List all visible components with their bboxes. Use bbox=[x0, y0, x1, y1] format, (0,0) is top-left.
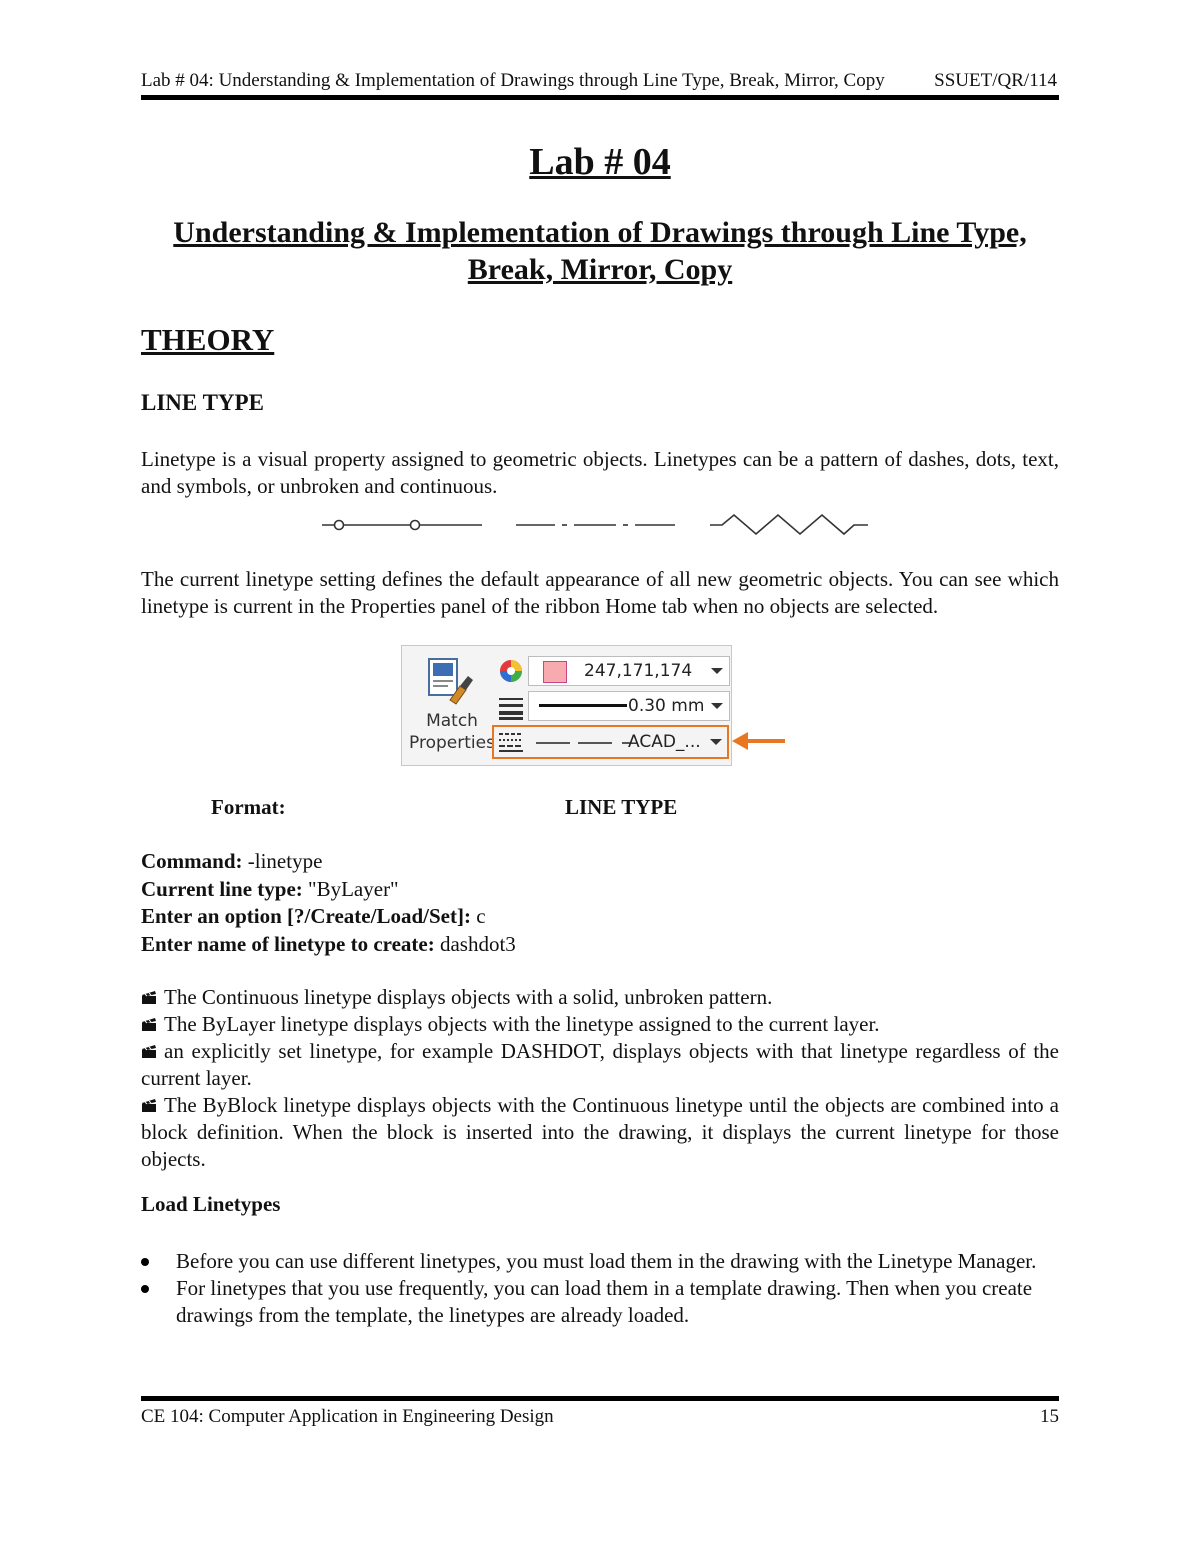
linetype-value: ACAD_... bbox=[628, 732, 701, 752]
color-value: 247,171,174 bbox=[584, 661, 693, 681]
lineweight-value: 0.30 mm bbox=[628, 696, 705, 716]
linetype-sample-circles bbox=[322, 521, 482, 530]
linetype-dash-preview bbox=[536, 741, 632, 745]
command-line bbox=[141, 903, 516, 931]
lab-subtitle-line-1: Understanding & Implementation of Drawings through Line Type, bbox=[173, 216, 1027, 249]
note-text: The ByBlock linetype displays objects with the Continuous linetype until the objects are combined into a block definition. When the block is inserted into the drawing, it displays the current linetype for those objects. bbox=[141, 1093, 1059, 1171]
command-label: Command: bbox=[141, 849, 243, 873]
current-linetype-paragraph: The current linetype setting defines the default appearance of all new geometric objects. You can see which linetype is current in the Properties panel of the ribbon Home tab when no objects are selected. bbox=[141, 567, 1059, 618]
color-swatch bbox=[543, 661, 567, 683]
color-dropdown[interactable] bbox=[528, 656, 730, 686]
lab-subtitle-line-2: Break, Mirror, Copy bbox=[467, 253, 733, 286]
note-item bbox=[141, 984, 1059, 1011]
list-item-text: Before you can use different linetypes, you must load them in the drawing with the Linetype Manager. bbox=[176, 1249, 1037, 1273]
command-value: -linetype bbox=[242, 849, 323, 873]
match-properties-label-line-2: Properties bbox=[409, 733, 495, 753]
properties-panel bbox=[401, 645, 732, 766]
command-value: dashdot3 bbox=[434, 931, 516, 956]
bullet-icon bbox=[141, 1258, 149, 1266]
page-number: 15 bbox=[1040, 1406, 1059, 1427]
note-text: The Continuous linetype displays objects with a solid, unbroken pattern. bbox=[164, 985, 773, 1009]
load-linetypes-heading: Load Linetypes bbox=[141, 1192, 281, 1216]
lineweight-preview bbox=[539, 704, 627, 707]
lineweight-icon bbox=[499, 696, 523, 720]
format-label: Format: bbox=[211, 795, 286, 819]
line-type-heading: LINE TYPE bbox=[141, 390, 264, 415]
intro-paragraph: Linetype is a visual property assigned to geometric objects. Linetypes can be a pattern of dashes, dots, text, and symbols, or unbroken and continuous. bbox=[141, 447, 1059, 498]
command-label: Enter name of linetype to create: bbox=[141, 931, 435, 956]
chevron-down-icon bbox=[711, 668, 723, 674]
linetype-notes bbox=[141, 984, 1059, 1173]
footer-course: CE 104: Computer Application in Engineering Design bbox=[141, 1406, 554, 1427]
lab-subtitle bbox=[141, 214, 1059, 288]
clapperboard-icon bbox=[141, 1044, 157, 1059]
note-item bbox=[141, 1011, 1059, 1038]
color-wheel-icon bbox=[499, 659, 523, 683]
header-title: Lab # 04: Understanding & Implementation of Drawings through Line Type, Break, Mirror, Copy bbox=[141, 70, 885, 91]
list-item bbox=[141, 1248, 1059, 1275]
list-item-text: For linetypes that you use frequently, you can load them in a template drawing. Then when you create drawings from the template, the linetypes are already loaded. bbox=[176, 1276, 1033, 1327]
lab-title: Lab # 04 bbox=[529, 141, 671, 183]
note-text: an explicitly set linetype, for example DASHDOT, displays objects with that linetype regardless of the current layer. bbox=[141, 1039, 1059, 1090]
clapperboard-icon bbox=[141, 1098, 157, 1113]
command-label: Enter an option [?/Create/Load/Set]: bbox=[141, 904, 471, 928]
note-item bbox=[141, 1092, 1059, 1173]
chevron-down-icon bbox=[711, 703, 723, 709]
linetype-sample-zigzag bbox=[710, 515, 868, 534]
match-properties-label-line-1: Match bbox=[426, 711, 478, 731]
header-rule bbox=[141, 95, 1059, 100]
linetype-dropdown[interactable] bbox=[528, 728, 728, 756]
lineweight-dropdown[interactable] bbox=[528, 691, 730, 721]
clapperboard-icon bbox=[141, 990, 157, 1005]
command-value: "ByLayer" bbox=[302, 876, 399, 901]
theory-heading: THEORY bbox=[141, 322, 275, 357]
match-properties-icon[interactable] bbox=[426, 656, 476, 706]
command-line bbox=[141, 931, 516, 959]
linetype-samples-illustration bbox=[318, 510, 874, 540]
footer-rule bbox=[141, 1396, 1059, 1401]
command-sequence bbox=[141, 848, 516, 958]
command-value: c bbox=[470, 904, 486, 928]
chevron-down-icon bbox=[710, 739, 722, 745]
clapperboard-icon bbox=[141, 1017, 157, 1032]
bullet-icon bbox=[141, 1285, 149, 1293]
note-item bbox=[141, 1038, 1059, 1092]
header-document-code: SSUET/QR/114 bbox=[934, 70, 1057, 91]
linetype-icon bbox=[499, 731, 523, 753]
note-text: The ByLayer linetype displays objects with the linetype assigned to the current layer. bbox=[164, 1012, 880, 1036]
load-linetypes-list bbox=[141, 1248, 1059, 1329]
command-line bbox=[141, 848, 516, 876]
command-line bbox=[141, 876, 516, 904]
format-value: LINE TYPE bbox=[565, 795, 678, 819]
command-label: Current line type: bbox=[141, 876, 303, 901]
orange-pointer-arrow bbox=[730, 728, 788, 754]
list-item bbox=[141, 1275, 1059, 1329]
